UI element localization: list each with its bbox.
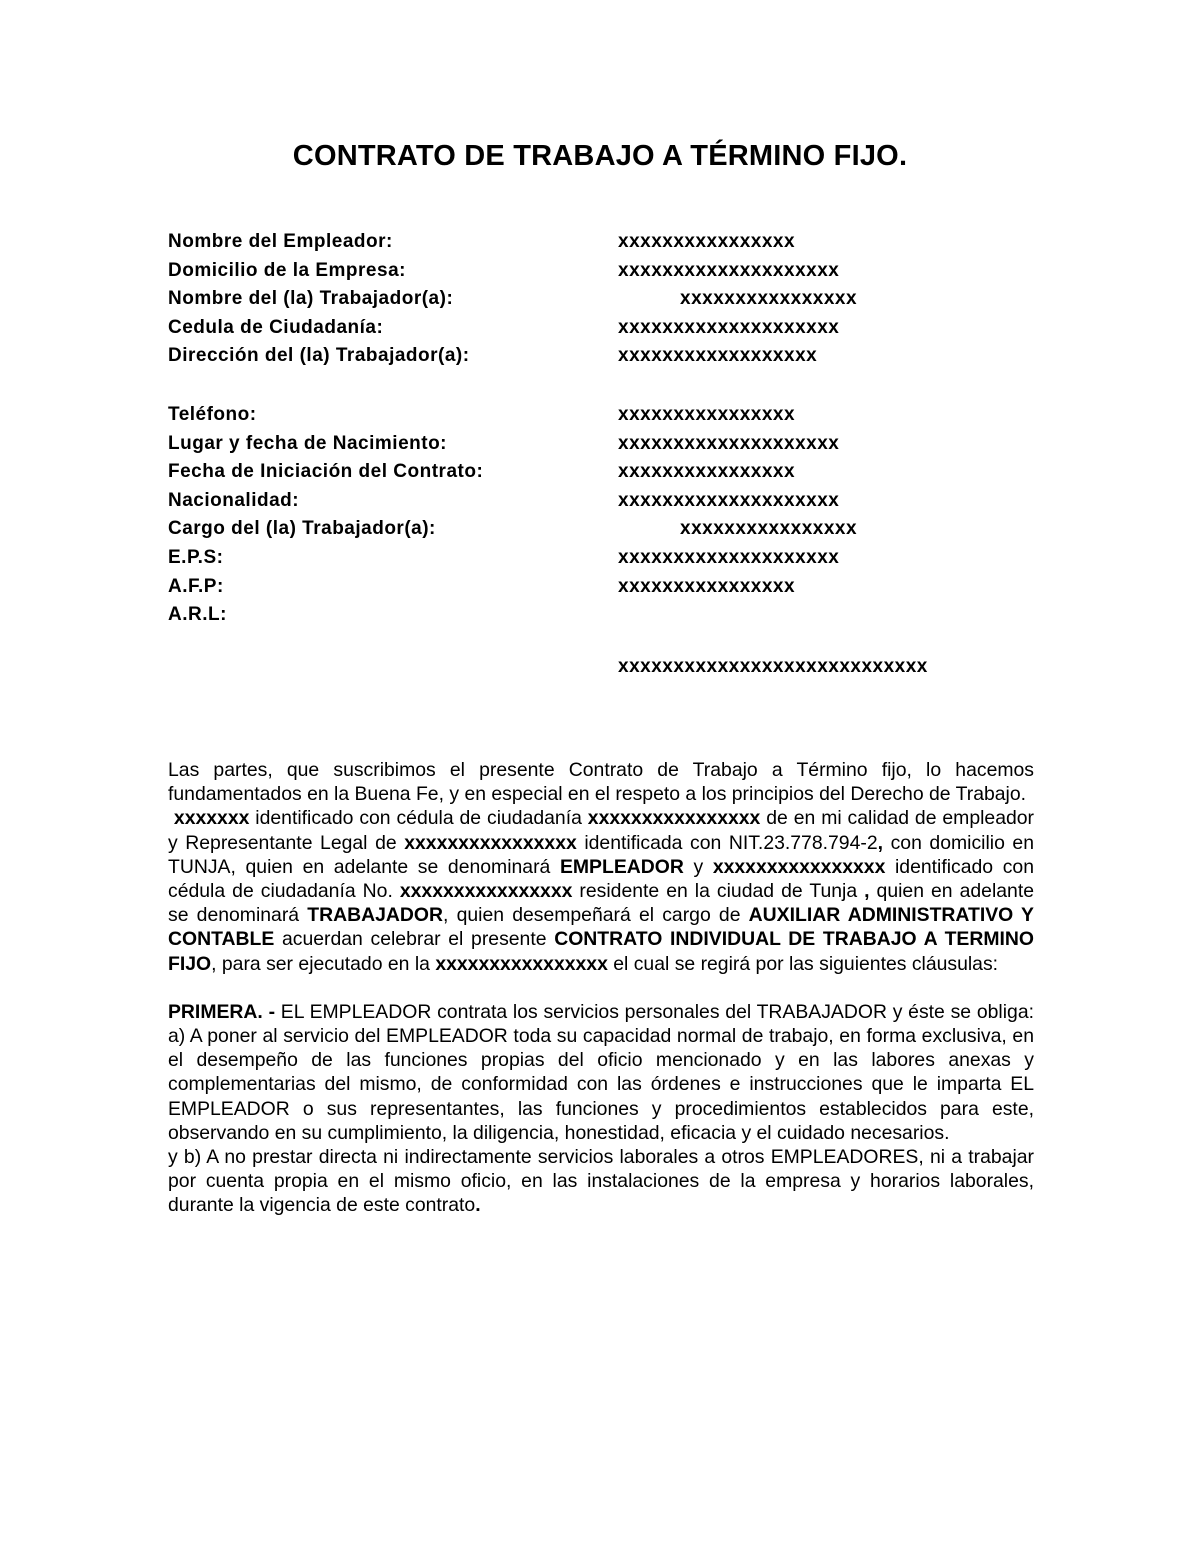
field-label: A.R.L:	[168, 604, 227, 626]
field-value: xxxxxxxxxxxxxxxx	[618, 461, 796, 483]
field-label: Nombre del Empleador:	[168, 231, 393, 252]
field-value: xxxxxxxxxxxxxxxxxx	[618, 345, 818, 367]
field-row-birth	[168, 430, 1048, 459]
parties-text: residente en la ciudad de Tunja	[572, 880, 865, 903]
position-title: AUXILIAR ADMINISTRATIVO Y CONTABLE	[168, 904, 1034, 951]
field-label: Dirección del (la) Trabajador(a):	[168, 345, 470, 367]
field-row-start-date	[168, 458, 1048, 487]
field-row-phone	[168, 401, 1048, 430]
worker-id: xxxxxxxxxxxxxxxx	[399, 880, 573, 903]
work-location: xxxxxxxxxxxxxxxx	[435, 952, 608, 975]
field-row-company-address	[168, 257, 1048, 286]
employer-id: xxxxxxxxxxxxxxxx	[587, 807, 761, 830]
parties-text: de en mi calidad de empleador y Representante Legal de	[168, 807, 1035, 854]
clause-first-paragraph	[168, 1000, 1034, 1145]
parties-text: con domicilio en TUNJA, quien en adelante se denominará	[168, 831, 1034, 878]
field-row-worker-name	[168, 285, 1048, 314]
field-label: Lugar y fecha de Nacimiento:	[168, 432, 448, 454]
company-name: xxxxxxxxxxxxxxxx	[404, 831, 577, 854]
field-row-arl	[168, 601, 1048, 630]
field-value: xxxxxxxxxxxxxxxxxxxx	[618, 546, 840, 568]
field-value: xxxxxxxxxxxxxxxx	[680, 518, 858, 540]
clause-text: EL EMPLEADOR contrata los servicios personales del TRABAJADOR y éste se obliga: a) A poner al servicio del EMPLEADOR toda su capacidad normal de trabajo, en forma exclusiva, en el desempeño de las funciones propias del oficio mencionado y en las labores anexas y complementarias del mismo, de conformidad con las órdenes e instrucciones que le imparta EL EMPLEADOR o sus representantes, las funciones y procedimientos establecidos para este, observando en su cumplimiento, la diligencia, honestidad, eficacia y el cuidado necesarios.	[168, 1000, 1034, 1144]
field-label: E.P.S:	[168, 546, 224, 568]
field-label: Cedula de Ciudadanía:	[168, 316, 384, 338]
parties-text: , quien desempeñará el cargo de	[443, 904, 749, 927]
field-value: xxxxxxxxxxxxxxxxxxxx	[618, 259, 840, 281]
clause-first-b-paragraph	[168, 1145, 1034, 1218]
employer-name: xxxxxxx	[173, 807, 250, 830]
field-value: xxxxxxxxxxxxxxxxxxxx	[618, 489, 840, 511]
parties-comma: ,	[877, 831, 884, 854]
field-value: xxxxxxxxxxxxxxxx	[618, 403, 796, 425]
parties-text: el cual se regirá por las siguientes cláusulas:	[607, 952, 999, 975]
field-label: Fecha de Iniciación del Contrato:	[168, 461, 484, 483]
field-row-worker-address	[168, 342, 1048, 371]
field-label: Teléfono:	[168, 403, 257, 425]
parties-text: , para ser ejecutado en la	[211, 952, 436, 975]
field-value: xxxxxxxxxxxxxxxxxxxx	[618, 432, 840, 454]
contract-body	[168, 758, 1034, 1218]
field-value: xxxxxxxxxxxxxxxxxxxx	[618, 316, 840, 338]
clause-period: .	[475, 1194, 481, 1217]
contract-fields	[168, 228, 1048, 630]
field-row-employer-name	[168, 228, 1048, 257]
parties-text: acuerdan celebrar el presente	[274, 928, 555, 951]
field-label: Nombre del (la) Trabajador(a):	[168, 288, 454, 310]
field-value: xxxxxxxxxxxxxxxx	[618, 231, 796, 252]
parties-paragraph	[168, 806, 1034, 975]
employer-role: EMPLEADOR	[559, 855, 684, 878]
worker-role: TRABAJADOR	[307, 904, 443, 927]
field-label: Cargo del (la) Trabajador(a):	[168, 518, 436, 540]
field-row-nationality	[168, 487, 1048, 516]
field-value: xxxxxxxxxxxxxxxx	[618, 575, 796, 597]
clause-text: y b) A no prestar directa ni indirectamente servicios laborales a otros EMPLEADORES, ni a trabajar por cuenta propia en el mismo oficio, en las instalaciones de la empresa y horarios laborales, durante la vigencia de este contrato	[168, 1146, 1034, 1217]
document-title: CONTRATO DE TRABAJO A TÉRMINO FIJO.	[292, 140, 908, 172]
parties-text: identificado con cédula de ciudadanía	[249, 807, 588, 830]
field-label: Nacionalidad:	[168, 489, 300, 511]
parties-text: y	[683, 855, 713, 878]
field-row-eps	[168, 544, 1048, 573]
clause-heading: PRIMERA. -	[168, 1000, 276, 1023]
field-label: A.F.P:	[168, 575, 224, 597]
contract-type: CONTRATO INDIVIDUAL DE TRABAJO A TERMINO FIJO	[168, 928, 1034, 975]
parties-comma: ,	[864, 880, 870, 903]
parties-text: quien en adelante se denominará	[168, 880, 1035, 927]
parties-text: identificada con NIT.23.778.794-2	[576, 831, 878, 854]
parties-text: identificado con cédula de ciudadanía No.	[168, 855, 1034, 903]
field-row-afp	[168, 573, 1048, 602]
field-label: Domicilio de la Empresa:	[168, 259, 406, 281]
intro-paragraph: Las partes, que suscribimos el presente Contrato de Trabajo a Término fijo, lo hacemos fundamentados en la Buena Fe, y en especial en el respeto a los principios del Derecho de Trabajo.	[168, 759, 1034, 806]
field-row-id-card	[168, 314, 1048, 343]
arl-value: xxxxxxxxxxxxxxxxxxxxxxxxxxxx	[618, 656, 928, 677]
field-value: xxxxxxxxxxxxxxxx	[680, 288, 858, 310]
field-row-position	[168, 515, 1048, 544]
worker-name: xxxxxxxxxxxxxxxx	[712, 855, 886, 878]
